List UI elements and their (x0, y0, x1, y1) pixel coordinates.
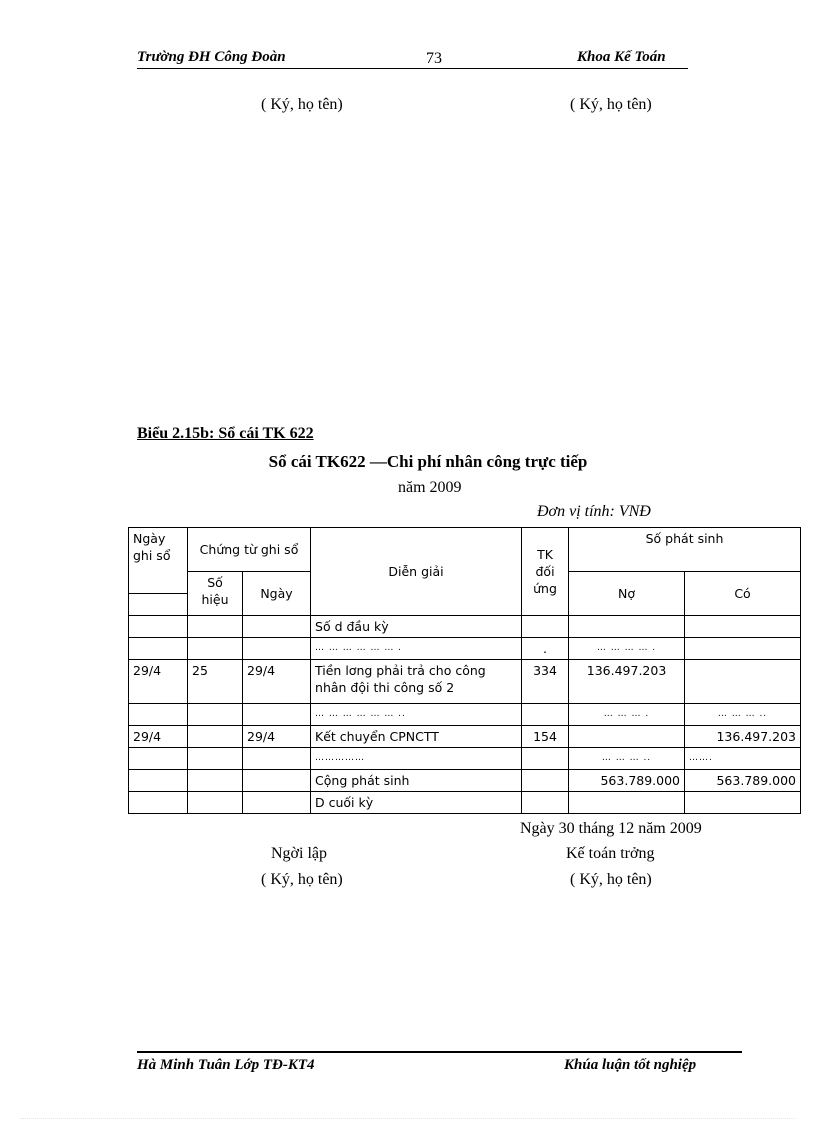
chief-accountant-title: Kế toán trởng (566, 845, 655, 862)
currency-unit: Đơn vị tính: VNĐ (537, 503, 651, 520)
table-row: D cuối kỳ (129, 792, 801, 814)
col-header-credit: Có (685, 572, 801, 616)
signing-date: Ngày 30 tháng 12 năm 2009 (520, 820, 702, 837)
footer-author: Hà Minh Tuân Lớp TĐ-KT4 (137, 1057, 315, 1073)
col-header-account: TK đối ứng (522, 528, 569, 616)
ledger-title: Sổ cái TK622 —Chi phí nhân công trực tiếp (268, 452, 588, 471)
page-edge-rule (20, 1118, 796, 1119)
ledger-year: năm 2009 (398, 479, 462, 496)
header-school: Trường ĐH Công Đoàn (137, 49, 286, 65)
table-row: Cộng phát sinh 563.789.000 563.789.000 (129, 770, 801, 792)
top-signature-left: ( Ký, họ tên) (261, 96, 343, 113)
footer-thesis: Khúa luận tốt nghiệp (564, 1057, 697, 1073)
bottom-signature-right: ( Ký, họ tên) (570, 871, 652, 888)
col-header-debit: Nợ (569, 572, 685, 616)
top-signature-right: ( Ký, họ tên) (570, 96, 652, 113)
header-faculty: Khoa Kế Toán (577, 49, 666, 65)
col-header-description: Diễn giải (311, 528, 522, 616)
table-row: … … … … … … .. … … … . … … … .. (129, 704, 801, 726)
preparer-title: Ngời lập (271, 845, 328, 862)
table-row: Số d đầu kỳ (129, 616, 801, 638)
page-number: 73 (426, 50, 442, 67)
col-header-voucher-no: Số hiệu (188, 572, 243, 616)
col-header-amount: Số phát sinh (569, 528, 801, 572)
col-header-voucher-date: Ngày (243, 572, 311, 616)
blank-cell (129, 594, 188, 616)
col-header-voucher: Chứng từ ghi sổ (188, 528, 311, 572)
section-label: Biểu 2.15b: Sổ cái TK 622 (137, 425, 314, 442)
footer-rule (137, 1051, 742, 1053)
table-row: 29/4 29/4 Kết chuyển CPNCTT 154 136.497.203 (129, 726, 801, 748)
ledger-table (128, 527, 801, 814)
col-header-date: Ngày ghi sổ (129, 528, 188, 594)
table-row: 29/4 25 29/4 Tiền lơng phải trả cho công nhân đội thi công số 2 334 136.497.203 (129, 660, 801, 704)
bottom-signature-left: ( Ký, họ tên) (261, 871, 343, 888)
table-row: …………… … … … .. ……. (129, 748, 801, 770)
header-rule (137, 68, 688, 69)
table-row: … … … … … … . . … … … … . (129, 638, 801, 660)
